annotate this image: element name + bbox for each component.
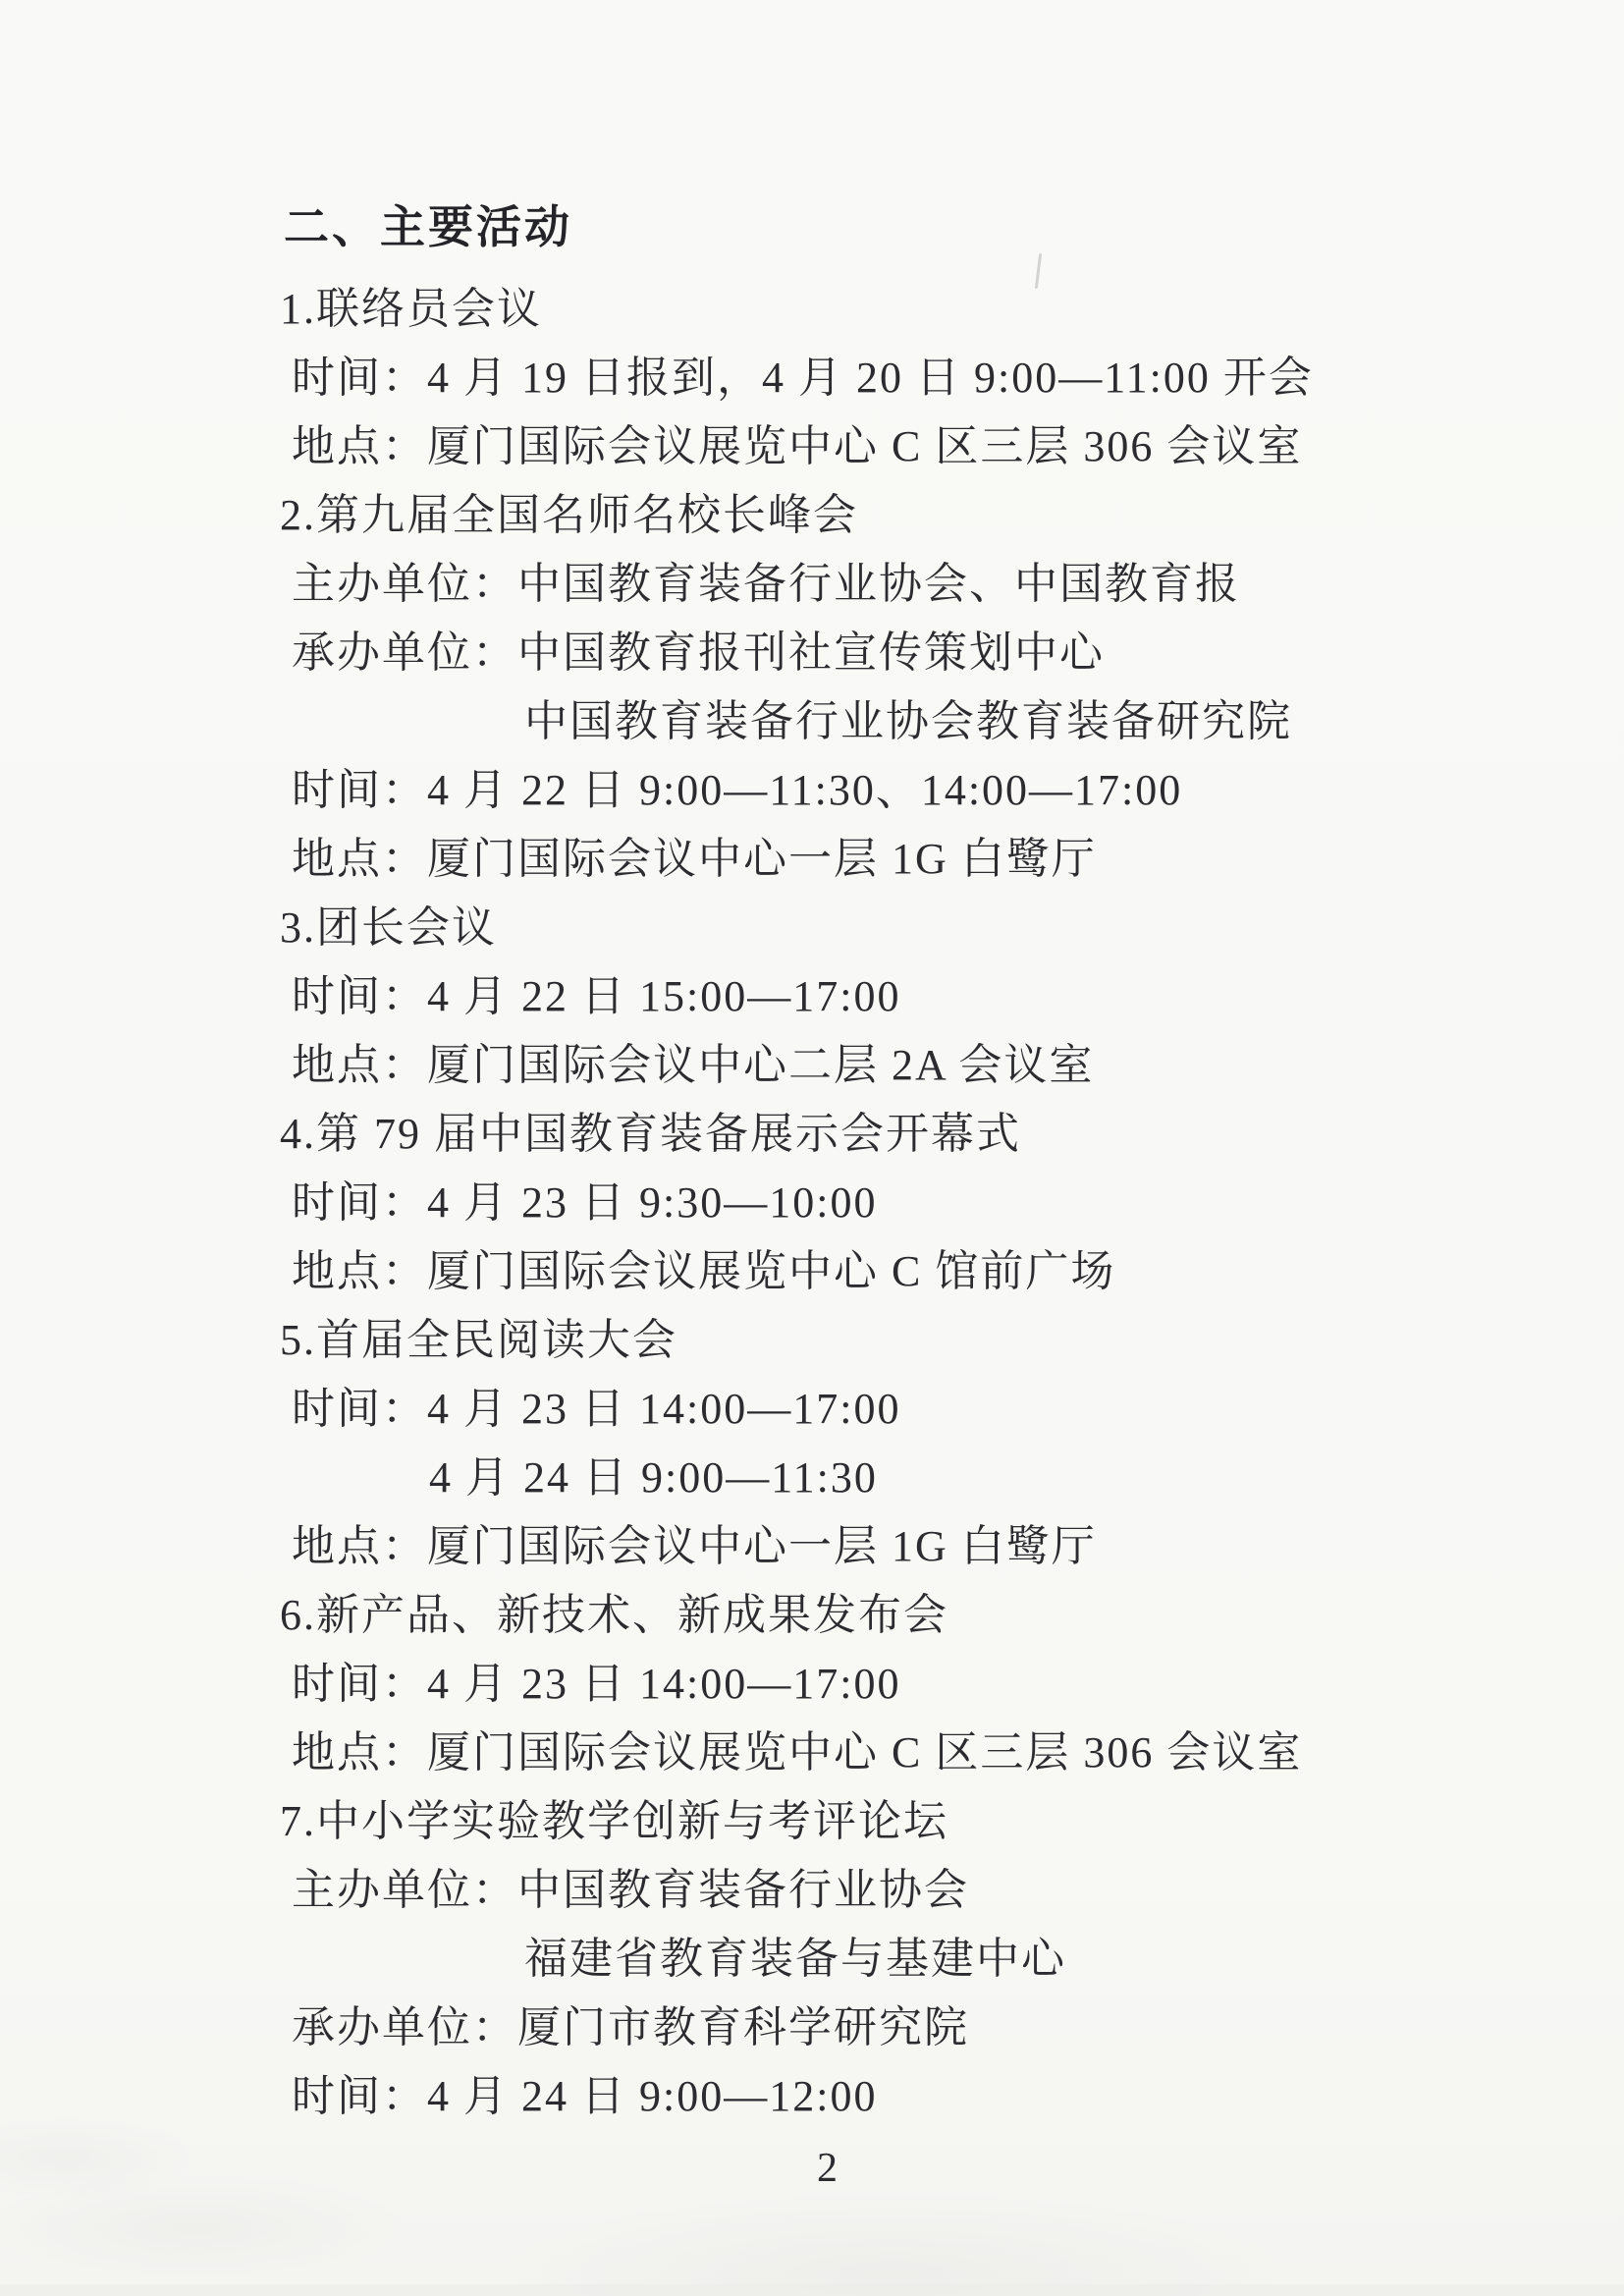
activity-1-location: 地点：厦门国际会议展览中心 C 区三层 306 会议室 [292, 422, 1303, 470]
activity-7-host-2: 福建省教育装备与基建中心 [524, 1935, 1066, 1983]
activity-5-location: 地点：厦门国际会议中心一层 1G 白鹭厅 [292, 1522, 1097, 1570]
activity-3-title: 3.团长会议 [280, 903, 497, 952]
section-heading: 二、主要活动 [284, 201, 572, 252]
activity-5-time: 时间：4 月 23 日 14:00—17:00 [292, 1385, 901, 1433]
activity-7-host: 主办单位：中国教育装备行业协会 [292, 1866, 969, 1914]
activity-6-time: 时间：4 月 23 日 14:00—17:00 [292, 1660, 901, 1708]
activity-2-time: 时间：4 月 22 日 9:00—11:30、14:00—17:00 [292, 766, 1183, 814]
activity-2-title: 2.第九届全国名师名校长峰会 [280, 491, 858, 539]
activity-4-time: 时间：4 月 23 日 9:30—10:00 [292, 1178, 878, 1227]
activity-3-time: 时间：4 月 22 日 15:00—17:00 [292, 972, 901, 1020]
activity-2-host: 主办单位：中国教育装备行业协会、中国教育报 [292, 560, 1240, 608]
scan-noise-band [0, 2284, 1624, 2296]
activity-5-title: 5.首届全民阅读大会 [280, 1316, 677, 1364]
activity-4-title: 4.第 79 届中国教育装备展示会开幕式 [280, 1110, 1021, 1158]
page-number: 2 [817, 2146, 838, 2191]
activity-7-time: 时间：4 月 24 日 9:00—12:00 [292, 2072, 878, 2120]
activity-4-location: 地点：厦门国际会议展览中心 C 馆前广场 [292, 1247, 1116, 1295]
activity-2-organizer: 承办单位：中国教育报刊社宣传策划中心 [292, 629, 1105, 677]
activity-6-title: 6.新产品、新技术、新成果发布会 [280, 1591, 948, 1639]
activity-2-organizer-2: 中国教育装备行业协会教育装备研究院 [524, 697, 1292, 745]
activity-7-title: 7.中小学实验教学创新与考评论坛 [280, 1797, 948, 1845]
activity-7-organizer: 承办单位：厦门市教育科学研究院 [292, 2003, 969, 2051]
document-body [0, 198, 1624, 2131]
activity-6-location: 地点：厦门国际会议展览中心 C 区三层 306 会议室 [292, 1728, 1303, 1777]
activity-5-time-2: 4 月 24 日 9:00—11:30 [429, 1453, 878, 1502]
activity-1-title: 1.联络员会议 [280, 285, 542, 333]
activity-1-time: 时间：4 月 19 日报到，4 月 20 日 9:00—11:00 开会 [292, 354, 1314, 402]
activity-3-location: 地点：厦门国际会议中心二层 2A 会议室 [292, 1041, 1095, 1089]
activity-2-location: 地点：厦门国际会议中心一层 1G 白鹭厅 [292, 835, 1097, 883]
